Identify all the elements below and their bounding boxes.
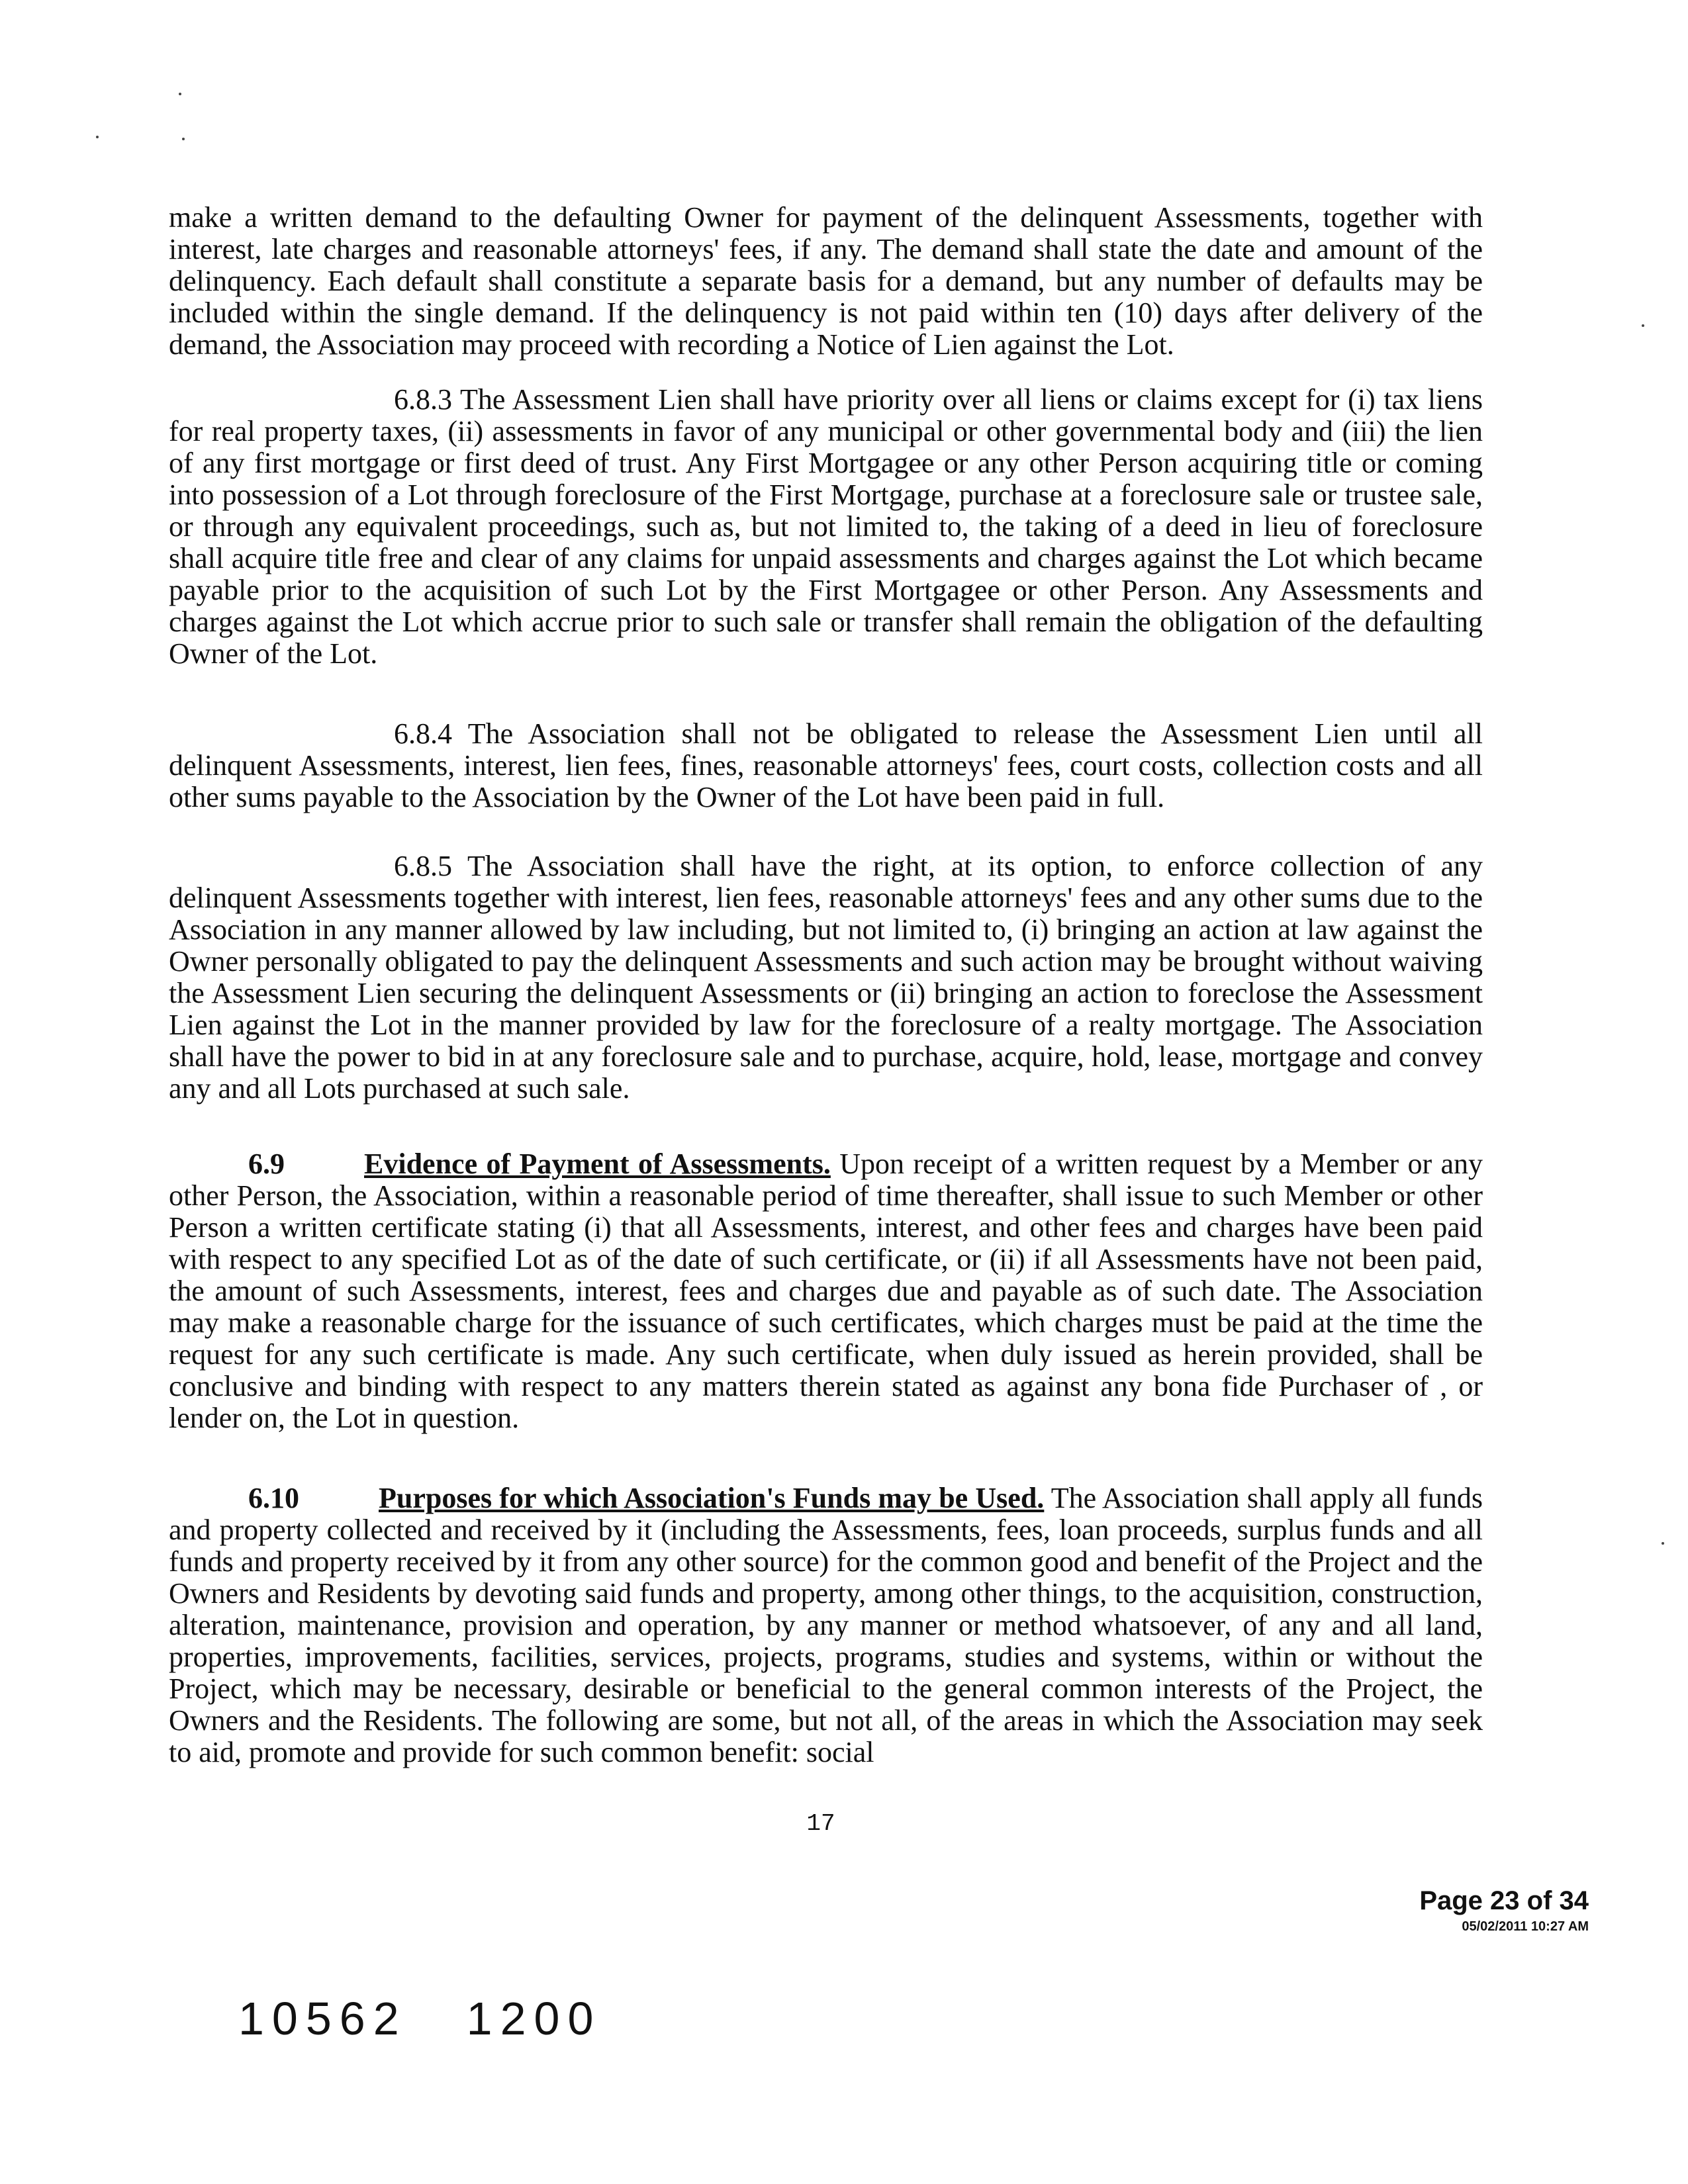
scan-speck <box>96 136 99 138</box>
section-6-10 <box>169 1482 1483 1768</box>
section-number: 6.9 <box>248 1148 285 1180</box>
book-page-reference <box>238 1992 661 2045</box>
section-heading: Evidence of Payment of Assessments. <box>364 1148 831 1180</box>
section-body: Upon receipt of a written request by a Member or any other Person, the Association, within a reasonable period of time thereafter, shall issue to such Member or other Person a written certificate stating (i) that all Assessments, interest, and other fees and charges have been paid with respect to any specified Lot as of the date of such certificate, or (ii) if all Assessments have not been paid, the amount of such Assessments, interest, fees and charges due and payable as of such date. The Association may make a reasonable charge for the issuance of such certificates, which charges must be paid at the time the request for any such certificate is made. Any such certificate, when duly issued as herein provided, shall be conclusive and binding with respect to any matters therein stated as against any bona fide Purchaser of , or lender on, the Lot in question. <box>169 1148 1483 1434</box>
section-6-9 <box>169 1148 1483 1434</box>
scan-speck <box>179 93 181 95</box>
book-page-number: 1200 <box>466 1993 602 2044</box>
recording-datetime-stamp: 05/02/2011 10:27 AM <box>1462 1919 1589 1934</box>
paragraph-6-8-5: 6.8.5 The Association shall have the right, at its option, to enforce collection of any delinquent Assessments together with interest, lien fees, reasonable attorneys' fees and any other sums due to the Association in any manner allowed by law including, but not limited to, (i) bringing an action at law against the Owner personally obligated to pay the delinquent Assessments and such action may be brought without waiving the Assessment Lien securing the delinquent Assessments or (ii) bringing an action to foreclose the Assessment Lien against the Lot in the manner provided by law for the foreclosure of a realty mortgage. The Association shall have the power to bid in at any foreclosure sale and to purchase, acquire, hold, lease, mortgage and convey any and all Lots purchased at such sale. <box>169 850 1483 1105</box>
section-body: The Association shall apply all funds and property collected and received by it (including the Assessments, fees, loan proceeds, surplus funds and all funds and property received by it from any other source) for the common good and benefit of the Project and the Owners and Residents by devoting said funds and property, among other things, to the acquisition, construction, alteration, maintenance, provision and operation, by any manner or method whatsoever, of any and all land, properties, improvements, facilities, services, projects, programs, studies and systems, within or without the Project, which may be necessary, desirable or beneficial to the general common interests of the Project, the Owners and the Residents. The following are some, but not all, of the areas in which the Association may seek to aid, promote and provide for such common benefit: social <box>169 1482 1483 1768</box>
recording-page-stamp: Page 23 of 34 <box>1419 1886 1589 1915</box>
paragraph-6-8-3: 6.8.3 The Assessment Lien shall have priority over all liens or claims except for (i) tax liens for real property taxes, (ii) assessments in favor of any municipal or other governmental body and (iii) the lien of any first mortgage or first deed of trust. Any First Mortgagee or any other Person acquiring title or coming into possession of a Lot through foreclosure of the First Mortgage, purchase at a foreclosure sale or trustee sale, or through any equivalent proceedings, such as, but not limited to, the taking of a deed in lieu of foreclosure shall acquire title free and clear of any claims for unpaid assessments and charges against the Lot which became payable prior to the acquisition of such Lot by the First Mortgagee or other Person. Any Assessments and charges against the Lot which accrue prior to such sale or transfer shall remain the obligation of the defaulting Owner of the Lot. <box>169 383 1483 670</box>
paragraph-continuation: make a written demand to the defaulting Owner for payment of the delinquent Assessments, together with interest, late charges and reasonable attorneys' fees, if any. The demand shall state the date and amount of the delinquency. Each default shall constitute a separate basis for a demand, but any number of defaults may be included within the single demand. If the delinquency is not paid within ten (10) days after delivery of the demand, the Association may proceed with recording a Notice of Lien against the Lot. <box>169 201 1483 361</box>
section-number: 6.10 <box>248 1482 299 1514</box>
scan-speck <box>1662 1542 1664 1545</box>
scan-speck <box>182 138 185 140</box>
page-number: 17 <box>806 1810 835 1837</box>
section-heading: Purposes for which Association's Funds may be Used. <box>379 1482 1045 1514</box>
paragraph-6-8-4: 6.8.4 The Association shall not be obligated to release the Assessment Lien until all delinquent Assessments, interest, lien fees, fines, reasonable attorneys' fees, court costs, collection costs and all other sums payable to the Association by the Owner of the Lot have been paid in full. <box>169 717 1483 813</box>
scan-speck <box>1642 324 1644 327</box>
book-number: 10562 <box>238 1993 407 2044</box>
